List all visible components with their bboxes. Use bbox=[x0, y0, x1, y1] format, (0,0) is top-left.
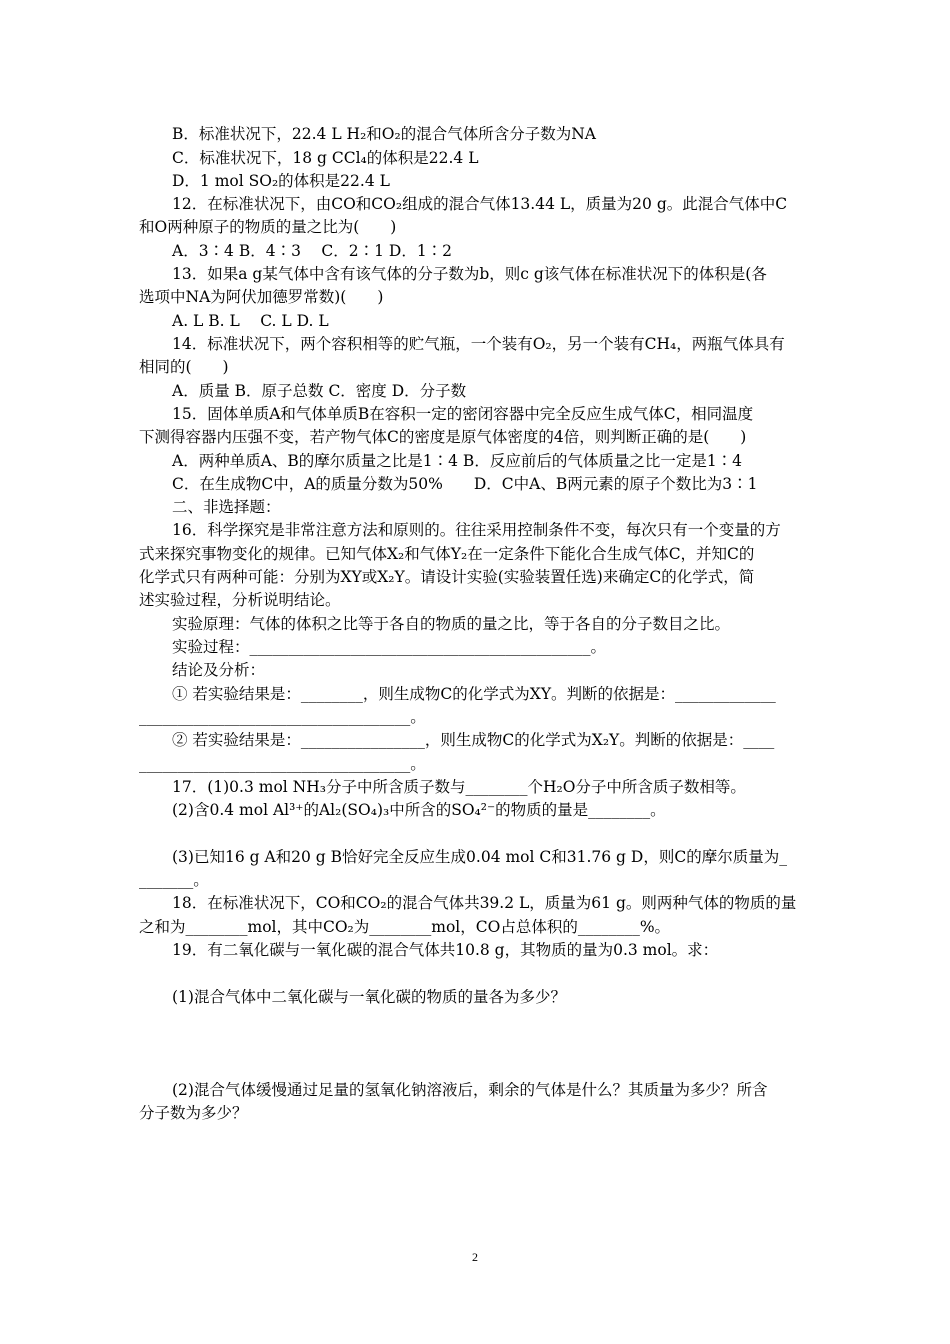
page-number: 2 bbox=[472, 1250, 478, 1264]
question-12-line1: 12．在标准状况下，由CO和CO₂组成的混合气体13.44 L，质量为20 g。此混合气体中C bbox=[172, 195, 788, 213]
question-19-part2-line1: (2)混合气体缓慢通过足量的氢氧化钠溶液后，剩余的气体是什么？其质量为多少？所含 bbox=[172, 1081, 768, 1099]
question-17-part3-line2: _______。 bbox=[139, 871, 209, 889]
option-11d: D．1 mol SO₂的体积是22.4 L bbox=[172, 172, 390, 190]
conclusion-2-line1: ② 若实验结果是：________________，则生成物C的化学式为X₂Y。判断的依据是：____ bbox=[172, 731, 775, 749]
conclusion-heading: 结论及分析： bbox=[172, 661, 266, 679]
conclusion-1-line2: ___________________________________。 bbox=[139, 708, 426, 726]
conclusion-2-line2: ___________________________________。 bbox=[139, 755, 426, 773]
question-17-part3-line1: (3)已知16 g A和20 g B恰好完全反应生成0.04 mol C和31.76 g D，则C的摩尔质量为_ bbox=[172, 848, 787, 866]
question-17-part2: (2)含0.4 mol Al³⁺的Al₂(SO₄)₃中所含的SO₄²⁻的物质的量是________。 bbox=[172, 801, 666, 819]
experiment-process: 实验过程：____________________________________________。 bbox=[172, 638, 607, 656]
question-19-stem: 19．有二氧化碳与一氧化碳的混合气体共10.8 g，其物质的量为0.3 mol。求： bbox=[172, 941, 719, 959]
question-13-line2: 选项中NA为阿伏加德罗常数)( ) bbox=[139, 288, 384, 306]
question-14-line1: 14．标准状况下，两个容积相等的贮气瓶，一个装有O₂，另一个装有CH₄，两瓶气体具有 bbox=[172, 335, 785, 353]
question-19-part2-line2: 分子数为多少？ bbox=[139, 1104, 248, 1122]
question-16-line2: 式来探究事物变化的规律。已知气体X₂和气体Y₂在一定条件下能化合生成气体C，并知C的 bbox=[139, 545, 755, 563]
question-16-line3: 化学式只有两种可能：分别为XY或X₂Y。请设计实验(实验装置任选)来确定C的化学式，简 bbox=[139, 568, 755, 586]
question-15-options-cd: C．在生成物C中，A的质量分数为50% D．C中A、B两元素的原子个数比为3∶1 bbox=[172, 475, 758, 493]
question-14-options: A．质量 B．原子总数 C．密度 D．分子数 bbox=[172, 382, 467, 400]
question-13-options: A. L B. L C. L D. L bbox=[172, 312, 329, 330]
option-11b: B．标准状况下，22.4 L H₂和O₂的混合气体所含分子数为NA bbox=[172, 125, 596, 143]
question-13-line1: 13．如果a g某气体中含有该气体的分子数为b，则c g该气体在标准状况下的体积是(各 bbox=[172, 265, 767, 283]
question-17-part1: 17．(1)0.3 mol NH₃分子中所含质子数与________个H₂O分子中所含质子数相等。 bbox=[172, 778, 746, 796]
section-heading-nonchoice: 二、非选择题： bbox=[172, 498, 281, 516]
option-11c: C．标准状况下，18 g CCl₄的体积是22.4 L bbox=[172, 149, 479, 167]
question-16-line4: 述实验过程，分析说明结论。 bbox=[139, 591, 341, 609]
question-18-line1: 18．在标准状况下，CO和CO₂的混合气体共39.2 L，质量为61 g。则两种气体的物质的量 bbox=[172, 894, 797, 912]
conclusion-1-line1: ① 若实验结果是：________，则生成物C的化学式为XY。判断的依据是：_____________ bbox=[172, 685, 776, 703]
question-15-line1: 15．固体单质A和气体单质B在容积一定的密闭容器中完全反应生成气体C，相同温度 bbox=[172, 405, 754, 423]
question-14-line2: 相同的( ) bbox=[139, 358, 229, 376]
question-15-line2: 下测得容器内压强不变，若产物气体C的密度是原气体密度的4倍，则判断正确的是( ) bbox=[139, 428, 747, 446]
question-19-part1: (1)混合气体中二氧化碳与一氧化碳的物质的量各为多少？ bbox=[172, 988, 566, 1006]
question-16-line1: 16．科学探究是非常注意方法和原则的。往往采用控制条件不变，每次只有一个变量的方 bbox=[172, 521, 781, 539]
experiment-principle: 实验原理：气体的体积之比等于各自的物质的量之比，等于各自的分子数目之比。 bbox=[172, 615, 731, 633]
question-18-line2: 之和为________mol，其中CO₂为________mol，CO占总体积的________%。 bbox=[139, 918, 671, 936]
question-15-options-ab: A．两种单质A、B的摩尔质量之比是1∶4 B．反应前后的气体质量之比一定是1∶4 bbox=[172, 452, 743, 470]
question-12-line2: 和O两种原子的物质的量之比为( ) bbox=[139, 218, 397, 236]
question-12-options: A．3∶4 B．4∶3 C．2∶1 D．1∶2 bbox=[172, 242, 453, 260]
